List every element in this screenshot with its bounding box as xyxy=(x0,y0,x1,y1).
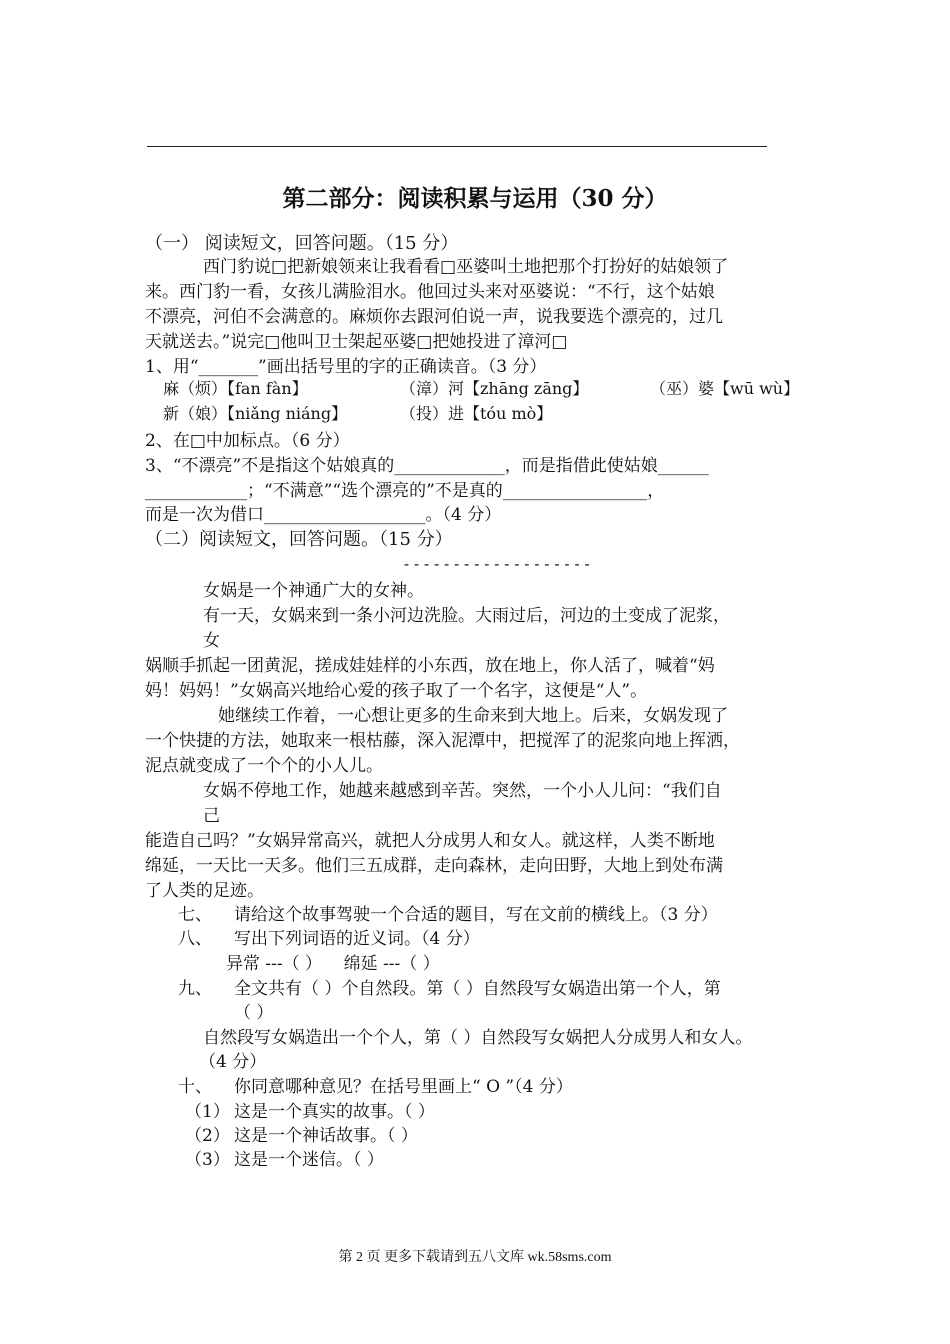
pinyin-item: （漳）河【zhāng zāng】 xyxy=(400,379,589,398)
part1-passage-line: 西门豹说□把新娘领来让我看看□巫婆叫土地把那个打扮好的姑娘领了 xyxy=(203,257,729,277)
question-3-line: ____________；“不满意”“选个漂亮的”不是真的_________________， xyxy=(145,481,665,501)
pinyin-item: 麻（烦）【fan fàn】 xyxy=(163,379,308,398)
question-9-line: （ ） xyxy=(234,1003,274,1023)
part2-passage-line: 女娲不停地工作，她越来越感到辛苦。突然，一个小人儿问：“我们自 xyxy=(203,781,722,801)
part2-passage-line: 她继续工作着，一心想让更多的生命来到大地上。后来，女娲发现了 xyxy=(218,706,728,726)
question-10-number: 十、 xyxy=(178,1077,212,1097)
section-title: 第二部分：阅读积累与运用（30 分） xyxy=(282,185,668,212)
part1-passage-line: 不漂亮，河伯不会满意的。麻烦你去跟河伯说一声，说我要选个漂亮的，过几 xyxy=(145,307,723,327)
option-text: 这是一个真实的故事。（ ） xyxy=(234,1102,435,1122)
part1-heading: （一） 阅读短文，回答问题。（15 分） xyxy=(145,233,459,254)
question-9-line: 自然段写女娲造出一个个人，第（ ）自然段写女娲把人分成男人和女人。 xyxy=(203,1028,753,1048)
question-3-line: 3、“不漂亮”不是指这个姑娘真的_____________，而是指借此使姑娘______ xyxy=(145,456,709,476)
question-3-line: 而是一次为借口___________________。（4 分） xyxy=(145,505,502,525)
question-7-number: 七、 xyxy=(178,905,212,925)
question-9-line: （4 分） xyxy=(199,1052,267,1072)
part1-passage-line: 天就送去。”说完□他叫卫士架起巫婆□把她投进了漳河□ xyxy=(145,332,568,352)
part2-passage-line: 绵延，一天比一天多。他们三五成群，走向森林，走向田野，大地上到处布满 xyxy=(145,856,723,876)
option-number: （1） xyxy=(185,1102,230,1122)
page-footer: 第 2 页 更多下载请到五八文库 wk.58sms.com xyxy=(338,1250,612,1265)
option-text: 这是一个迷信。（ ） xyxy=(234,1150,384,1170)
part2-passage-line: 妈！妈妈！”女娲高兴地给心爱的孩子取了一个名字，这便是“人”。 xyxy=(145,681,648,701)
part1-passage-line: 来。西门豹一看，女孩儿满脸泪水。他回过头来对巫婆说：“不行，这个姑娘 xyxy=(145,282,715,302)
part2-passage-line: 有一天，女娲来到一条小河边洗脸。大雨过后，河边的土变成了泥浆， xyxy=(203,606,730,626)
part2-heading: （二）阅读短文，回答问题。（15 分） xyxy=(145,529,453,550)
question-2: 2、在□中加标点。（6 分） xyxy=(145,431,350,451)
question-1: 1、用“_______”画出括号里的字的正确读音。（3 分） xyxy=(145,357,547,377)
part2-passage-line: 女娲是一个神通广大的女神。 xyxy=(203,581,424,601)
pinyin-item: 新（娘）【niǎng niáng】 xyxy=(163,404,348,423)
part2-passage-line: 娲顺手抓起一团黄泥，搓成娃娃样的小东西，放在地上，你人活了，喊着“妈 xyxy=(145,656,715,676)
option-text: 这是一个神话故事。（ ） xyxy=(234,1126,418,1146)
story-title-blank: ------------------- xyxy=(402,555,593,573)
question-7: 请给这个故事驾驶一个合适的题目，写在文前的横线上。（3 分） xyxy=(234,905,718,925)
question-9-line: 全文共有（ ）个自然段。第（ ）自然段写女娲造出第一个人，第 xyxy=(234,979,721,999)
part2-passage-line: 了人类的足迹。 xyxy=(145,881,264,901)
part2-passage-line: 己 xyxy=(203,806,220,826)
header-rule xyxy=(147,146,767,147)
option-number: （3） xyxy=(185,1150,230,1170)
part2-passage-line: 泥点就变成了一个个的小人儿。 xyxy=(145,756,383,776)
part2-passage-line: 女 xyxy=(203,631,220,651)
question-8: 写出下列词语的近义词。（4 分） xyxy=(234,929,480,949)
option-number: （2） xyxy=(185,1126,230,1146)
part2-passage-line: 能造自己吗？”女娲异常高兴，就把人分成男人和女人。就这样，人类不断地 xyxy=(145,831,715,851)
question-9-number: 九、 xyxy=(178,979,212,999)
synonym-words: 异常 ---（ ） 绵延 ---（ ） xyxy=(226,954,440,974)
pinyin-item: （巫）婆【wū wù】 xyxy=(650,379,800,398)
part2-passage-line: 一个快捷的方法，她取来一根枯藤，深入泥潭中，把搅浑了的泥浆向地上挥洒， xyxy=(145,731,740,751)
question-8-number: 八、 xyxy=(178,929,212,949)
pinyin-item: （投）进【tóu mò】 xyxy=(400,404,553,423)
question-10: 你同意哪种意见？在括号里画上“ O ”（4 分） xyxy=(234,1077,573,1097)
